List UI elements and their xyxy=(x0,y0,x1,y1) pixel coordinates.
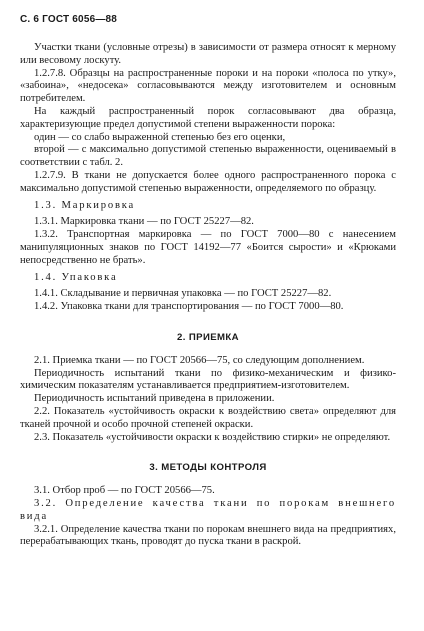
paragraph: один — со слабо выраженной степенью без его оценки, xyxy=(34,131,286,143)
paragraph: второй — с максимально допустимой степенью выраженности, оцениваемый в соответствии с табл. 2. xyxy=(20,144,396,169)
paragraph: Участки ткани (условные отрезы) в зависимости от размера относят к мерному или весовому лоскуту. xyxy=(20,42,396,66)
section-title-acceptance: 2. ПРИЕМКА xyxy=(176,331,240,343)
section-title-test-methods: 3. МЕТОДЫ КОНТРОЛЯ xyxy=(149,462,267,474)
paragraph: Периодичность испытаний приведена в приложении. xyxy=(34,393,275,405)
paragraph: 2.1. Приемка ткани — по ГОСТ 20566—75, со следующим дополнением. xyxy=(34,354,365,366)
paragraph: 1.4.2. Упаковка ткани для транспортирования — по ГОСТ 7000—80. xyxy=(34,301,344,313)
paragraph: 1.2.7.8. Образцы на распространенные пороки и на пороки «полоса по утку», «забоина», «недосека» согласовываются между изготовителем и основным потребителем. xyxy=(20,67,396,105)
page-header: С. 6 ГОСТ 6056—88 xyxy=(20,14,118,25)
paragraph: На каждый распространенный порок согласовывают два образца, характеризующие предел допустимой степени выраженности порока: xyxy=(20,105,396,130)
paragraph: 3.1. Отбор проб — по ГОСТ 20566—75. xyxy=(34,485,215,497)
paragraph: 3.2.1. Определение качества ткани по порокам внешнего вида на предприятиях, перерабатывающих ткань, проводят до пуска ткани в раскрой. xyxy=(20,523,396,548)
paragraph: 1.3.2. Транспортная маркировка — по ГОСТ 7000—80 с нанесением манипуляционных знаков по ГОСТ 14192—77 «Боится сырости» и «Крюками непосредственно не брать». xyxy=(20,229,396,266)
paragraph: 1.3.1. Маркировка ткани — по ГОСТ 25227—82. xyxy=(34,216,254,228)
subsection-title-marking: 1.3. Маркировка xyxy=(34,199,136,211)
subsection-title-packing: 1.4. Упаковка xyxy=(34,271,118,283)
paragraph: 2.3. Показатель «устойчивости окраски к воздействию стирки» не определяют. xyxy=(34,431,391,443)
paragraph: Периодичность испытаний ткани по физико-механическим и физико-химическим показателям устанавливается предприятием-изготовителем. xyxy=(20,367,396,392)
document-body xyxy=(20,42,396,549)
paragraph: 1.4.1. Складывание и первичная упаковка — по ГОСТ 25227—82. xyxy=(34,288,332,300)
paragraph-spaced: 3.2. Определение качества ткани по порокам внешнего вида xyxy=(20,497,396,522)
paragraph: 2.2. Показатель «устойчивость окраски к воздействию света» определяют для тканей прочной и особо прочной степеней окраски. xyxy=(20,405,396,430)
paragraph: 1.2.7.9. В ткани не допускается более одного распространенного порока с максимально допустимой степенью выраженности, определяемого по образцу. xyxy=(20,169,396,194)
